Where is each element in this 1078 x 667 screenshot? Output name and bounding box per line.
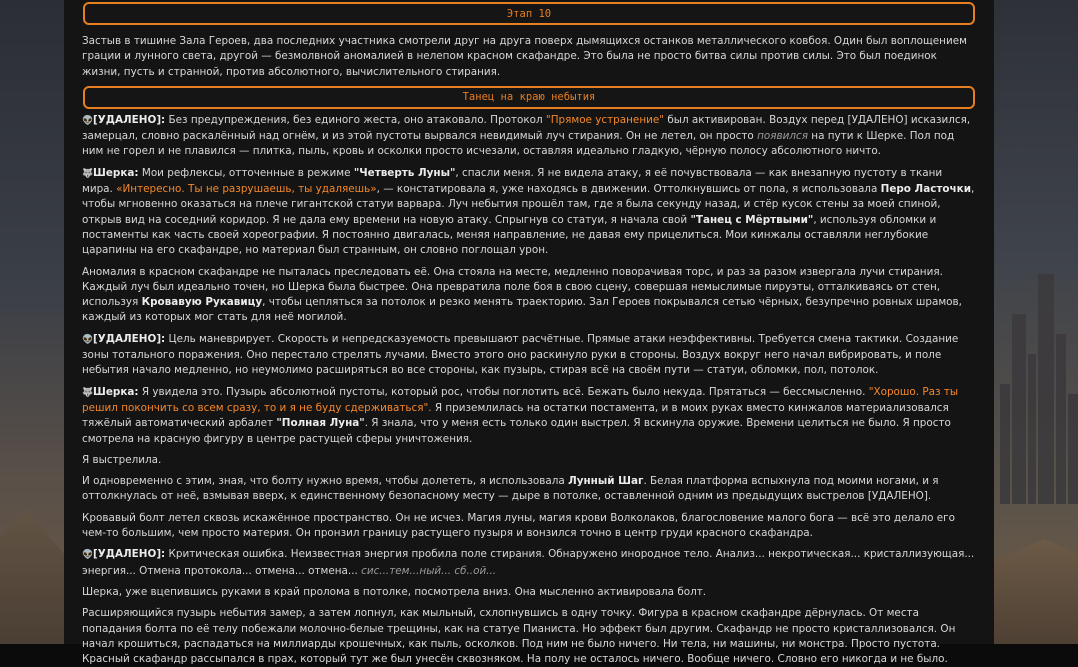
story-content[interactable] [64,2,994,667]
bold-text: Перо Ласточки [880,183,971,196]
highlight: "Танец с Мёртвыми" [690,213,814,226]
italic-text: появился [757,130,808,143]
bold-text: Кровавую Рукавицу [141,296,263,309]
speaker-label: [УДАЛЕНО]: [93,548,166,561]
highlight: "Полная Луна" [276,417,365,430]
bold-text: Лунный Шаг [568,475,644,488]
story-panel [64,0,994,666]
section-title: Танец на краю небытия [462,91,596,104]
paragraph-deleted-2: 👽[УДАЛЕНО]: Цель маневрирует. Скорость и непредсказуемость превышают расчётные. Прямые атаки неэффективны. Требуется смена тактики. Создание зоны тотального поражения. Оно перестало стрелять лучами. Вместо этого оно раскинуло руки в стороны. Воздух вокруг него начал вибрировать, и поле небытия начало медленно, но неумолимо расширяться во все стороны, как пузырь, стирая всё на своём пути — статуи, обломки, пол, потолок. [82,332,959,377]
paragraph-moonstep: И одновременно с этим, зная, что болту нужно время, чтобы долететь, я использовала Лунный Шаг. Белая платформа вспыхнула под моими ногами, и я оттолкнулась от неё, взмывая вверх, к единственному безопасному месту — дыре в потолке, оставленной одним из предыдущих выстрелов [УДАЛЕНО]. [82,475,939,503]
speaker-label: [УДАЛЕНО]: [93,113,166,126]
ruined-city-silhouette [994,244,1078,504]
alien-icon: 👽 [82,115,94,126]
background-left-landscape [0,0,64,644]
paragraph-ending: Расширяющийся пузырь небытия замер, а затем лопнул, как мыльный, схлопнувшись в одну точку. Фигура в красном скафандре дёрнулась. От места попадания болта по её телу побежали молочно-белые трещины, как на статуе Пианиста. Но эффект был другим. Скафандр не просто кристаллизовался. Он начал крошиться, распадаться на миллиарды крошечных, как пыль, осколков. Под ним не было ничего. Ни тела, ни машины, ни монстра. Просто пустота. Красный скафандр рассыпался в прах, который тут же был унесён сквозняком. На полу не осталось ничего. Вообще ничего. Словно его никогда и не было. [82,607,956,666]
highlight: «Интересно. Ты не разрушаешь, ты удаляешь» [116,183,377,196]
wolf-icon: 🐺 [82,168,94,179]
paragraph-deleted-1: 👽[УДАЛЕНО]: Без предупреждения, без единого жеста, оно атаковало. Протокол "Прямое устранение" был активирован. Воздух перед [УДАЛЕНО] исказился, замерцал, словно раскалённый над огнём, и из этой пустоты вырвался невидимый луч стирания. Он не летел, он просто появился на пути к Шерке. Пол под ним не горел и не плавился — плитка, пыль, кровь и осколки просто исчезали, оставляя идеально гладкую, чёрную полосу абсолютного ничто. [82,113,971,158]
speaker-label: Шерка: [93,385,139,398]
paragraph-bolt: Кровавый болт летел сквозь искажённое пространство. Он не исчез. Магия луны, магия крови Волколаков, благословение малого бога — всё это делало его чем-то большим, чем просто материя. Он пронзил границу растущего пузыря и вонзился точно в центр груди красного скафандра. [82,511,955,540]
background-right-landscape [994,0,1078,644]
paragraph-sherka-look: Шерка, уже вцепившись руками в край пролома в потолке, посмотрела вниз. Она мысленно активировала болт. [82,585,707,598]
paragraph-deleted-3: 👽[УДАЛЕНО]: Критическая ошибка. Неизвестная энергия пробила поле стирания. Обнаружено инородное тело. Анализ... некротическая... кристаллизующая... энергия... Отмена протокола... отмена... отмена... сис...тем...ный... сб..ой... [82,548,975,577]
paragraph-shot: Я выстрелила. [82,453,162,466]
highlight: "Прямое устранение" [545,113,665,126]
highlight: "Хорошо. Раз ты решил покончить со всем сразу, то и я не буду сдерживаться". [82,385,959,414]
stage-header [83,2,975,25]
alien-icon: 👽 [82,334,94,345]
stage-title: Этап 10 [506,7,552,20]
speaker-label: [УДАЛЕНО]: [93,332,166,345]
italic-text: сис...тем...ный... сб..ой... [361,564,497,577]
highlight: "Четверть Луны" [353,166,456,179]
section-header [83,86,975,109]
hill-right [994,494,1078,644]
speaker-label: Шерка: [93,166,139,179]
paragraph-sherka-1: 🐺Шерка: Мои рефлексы, отточенные в режиме "Четверть Луны", спасли меня. Я не видела атаку, я её почувствовала — как внезапную пустоту в ткани мира. «Интересно. Ты не разрушаешь, ты удаляешь», — констатировала я, уже находясь в движении. Оттолкнувшись от пола, я использовала Перо Ласточки, чтобы мгновенно оказаться на плече гигантской статуи варвара. Луч небытия прошёл там, где я была секунду назад, и стёр кусок стены за моей спиной, открыв вид на соседний коридор. Я не дала ему времени на новую атаку. Спрыгнув со статуи, я начала свой "Танец с Мёртвыми", используя обломки и постаменты как часть своей хореографии. Я постоянно двигалась, меняя направление, не давая ему прицелиться. Мои кинжалы оставляли неглубокие царапины на его скафандре, но материал был странным, он словно поглощал урон. [82,166,975,257]
paragraph-sherka-2: 🐺Шерка: Я увидела это. Пузырь абсолютной пустоты, который рос, чтобы поглотить всё. Бежать было некуда. Прятаться — бессмысленно. "Хорошо. Раз ты решил покончить со всем сразу, то и я не буду сдерживаться". Я приземлилась на остатки постамента, и в моих руках вместо кинжалов материализовался тяжёлый автоматический арбалет "Полная Луна". Я знала, что у меня есть только один выстрел. Я вскинула оружие. Времени целиться не было. Я просто смотрела на красную фигуру в центре растущей сферы уничтожения. [82,385,959,445]
alien-icon: 👽 [82,550,94,561]
paragraph-anomaly: Аномалия в красном скафандре не пыталась преследовать её. Она стояла на месте, медленно поворачивая торс, и раз за разом извергала лучи стирания. Каждый луч был идеально точен, но Шерка была быстрее. Она превратила поле боя в свою сцену, совершая немыслимые пируэты, отталкиваясь от стен, используя Кровавую Рукавицу, чтобы цепляться за потолок и резко менять траекторию. Зал Героев покрывался сетью чёрных, безупречно ровных шрамов, каждый из которых мог стать для неё могилой. [82,265,962,324]
intro-paragraph: Застыв в тишине Зала Героев, два последних участника смотрели друг на друга поверх дымящихся останков металлического ковбоя. Один был воплощением грации и лунного света, другой — безмолвной аномалией в нелепом красном скафандре. Это была не просто битва силы против силы. Это был поединок жизни, пусть и странной, против абсолютного, вычислительного стирания. [82,35,967,78]
wolf-icon: 🐺 [82,387,94,398]
hill-left [0,464,64,644]
